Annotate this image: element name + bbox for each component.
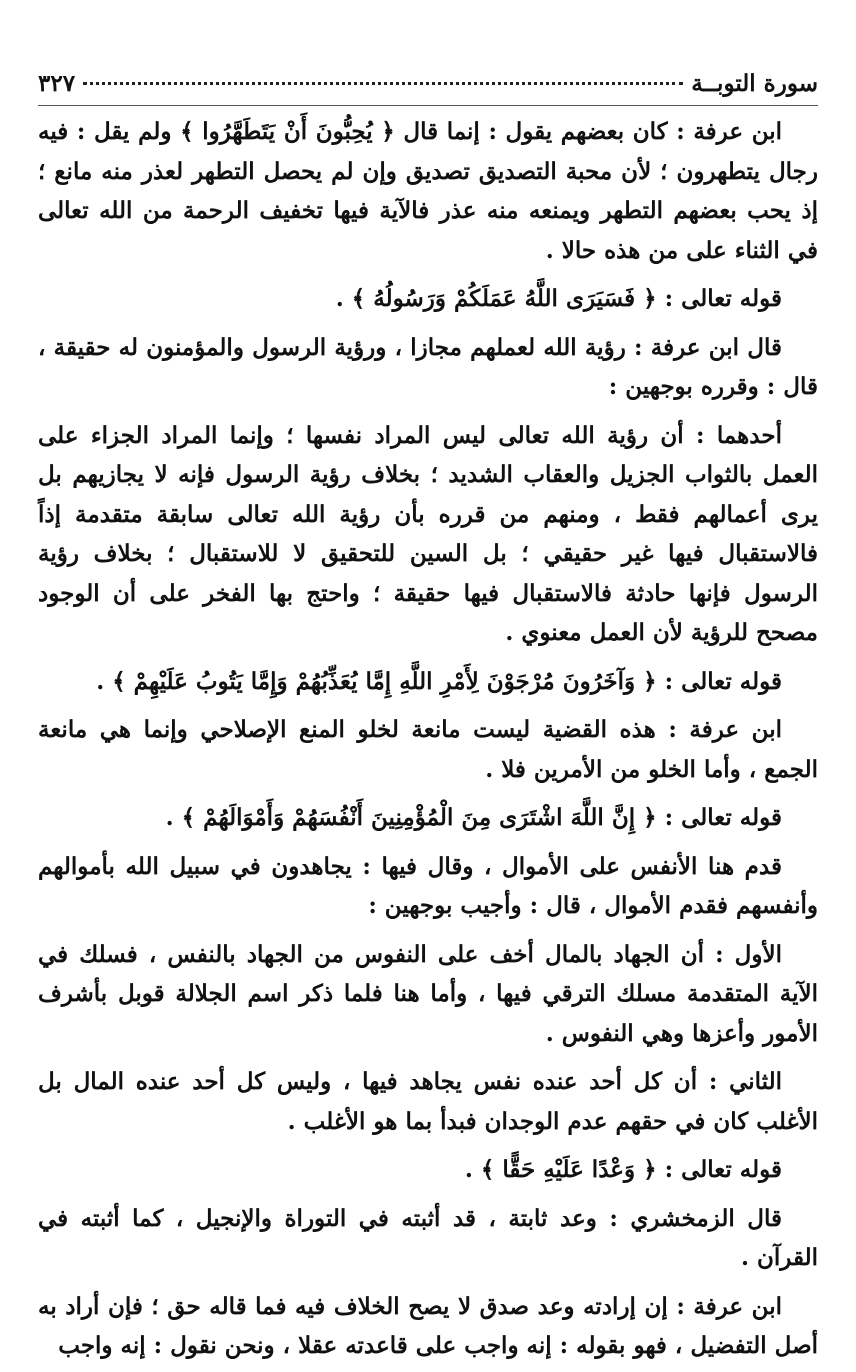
paragraph-12: قال الزمخشري : وعد ثابتة ، قد أثبته في التوراة والإنجيل ، كما أثبته في القرآن . xyxy=(38,1204,818,1271)
paragraph-2: قوله تعالى : ﴿ فَسَيَرَى اللَّهُ عَمَلَكُمْ وَرَسُولُهُ ﴾ . xyxy=(335,285,782,312)
paragraph-6: ابن عرفة : هذه القضية ليست مانعة لخلو المنع الإصلاحي وإنما هي مانعة الجمع ، وأما الخلو من الأمرين فلا . xyxy=(38,716,818,783)
paragraph-13: ابن عرفة : إن إرادته وعد صدق لا يصح الخلاف فيه فما قاله حق ؛ فإن أراد به أصل التفضيل ، فهو بقوله : إنه واجب على قاعدته عقلا ، ونحن نقول : إنه واجب xyxy=(38,1292,818,1359)
paragraph-9: الأول : أن الجهاد بالمال أخف على النفوس من الجهاد بالنفس ، فسلك في الآية المتقدمة مسلك الترقي فيها ، وأما هنا فلما ذكر اسم الجلالة قوبل بأشرف الأمور وأعزها وهي النفوس . xyxy=(38,940,818,1047)
paragraph-4: أحدهما : أن رؤية الله تعالى ليس المراد نفسها ؛ وإنما المراد الجزاء على العمل بالثواب الجزيل والعقاب الشديد ؛ بخلاف رؤية الرسول فإنه لا يجازيهم بل يرى أعمالهم فقط ، ومنهم من قرره بأن رؤية الله تعالى سابقة متقدمة إذاً فالاستقبال فيها غير حقيقي ؛ بل السين للتحقيق لا للاستقبال ؛ بخلاف رؤية الرسول فإنها حادثة فالاستقبال فيها حقيقة ؛ واحتج بها الفخر على أن الوجود مصحح للرؤية لأن العمل معنوي . xyxy=(38,421,818,646)
paragraph-1: ابن عرفة : كان بعضهم يقول : إنما قال ﴿ يُحِبُّونَ أَنْ يَتَطَهَّرُوا ﴾ ولم يقل : فيه رجال يتطهرون ؛ لأن محبة التصديق تصديق وإن لم يحصل التطهر لعذر منه مانع ؛ إذ يحب بعضهم التطهر ويمنعه منه عذر فالآية فيها تخفيف الرحمة من الله تعالى في الثناء على من هذه حالا . xyxy=(38,118,818,264)
paragraph-3: قال ابن عرفة : رؤية الله لعملهم مجازا ، ورؤية الرسول والمؤمنون له حقيقة ، قال : وقرره بوجهين : xyxy=(38,333,818,400)
paragraph-11: قوله تعالى : ﴿ وَعْدًا عَلَيْهِ حَقًّا ﴾ . xyxy=(464,1156,782,1183)
paragraph-5: قوله تعالى : ﴿ وَآخَرُونَ مُرْجَوْنَ لِأَمْرِ اللَّهِ إِمَّا يُعَذِّبُهُمْ وَإِمَّا يَتُوبُ عَلَيْهِمْ ﴾ . xyxy=(96,667,782,695)
paragraph-8: قدم هنا الأنفس على الأموال ، وقال فيها : يجاهدون في سبيل الله بأموالهم وأنفسهم فقدم الأموال ، قال : وأجيب بوجهين : xyxy=(38,852,818,919)
paragraph-10: الثاني : أن كل أحد عنده نفس يجاهد فيها ، وليس كل أحد عنده المال بل الأغلب كان في حقهم عدم الوجدان فبدأ بما هو الأغلب . xyxy=(38,1068,818,1135)
surah-title: سورة التوبــة xyxy=(691,70,818,97)
page-body xyxy=(38,112,818,1366)
page-number: ٣٢٧ xyxy=(38,70,76,97)
paragraph-7: قوله تعالى : ﴿ إِنَّ اللَّهَ اشْتَرَى مِنَ الْمُؤْمِنِينَ أَنْفُسَهُمْ وَأَمْوَالَهُمْ ﴾ . xyxy=(165,804,782,831)
header-leader-dots xyxy=(83,82,683,85)
page-header xyxy=(38,70,818,106)
